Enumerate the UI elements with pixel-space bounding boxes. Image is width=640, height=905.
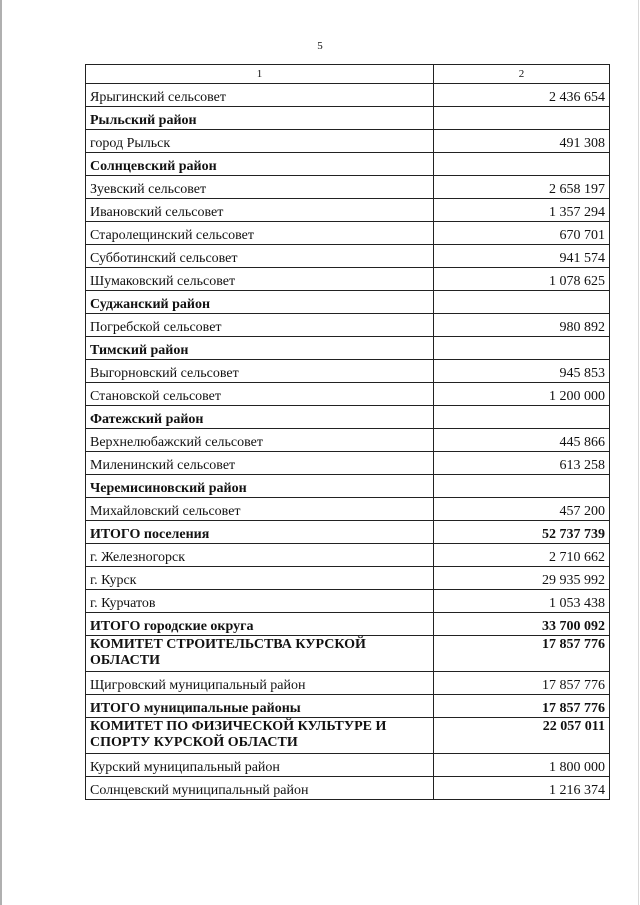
row-name: Щигровский муниципальный район <box>86 672 434 695</box>
committee-name: КОМИТЕТ СТРОИТЕЛЬСТВА КУРСКОЙ ОБЛАСТИ <box>86 636 434 672</box>
total-value: 17 857 776 <box>434 695 610 718</box>
table-row <box>86 383 610 406</box>
table-row <box>86 245 610 268</box>
budget-table <box>85 64 610 800</box>
row-value <box>434 291 610 314</box>
total-label: ИТОГО городские округа <box>86 613 434 636</box>
district-header-row <box>86 337 610 360</box>
row-value: 613 258 <box>434 452 610 475</box>
table-row <box>86 590 610 613</box>
row-name: г. Курск <box>86 567 434 590</box>
row-value: 17 857 776 <box>434 672 610 695</box>
committee-value: 17 857 776 <box>434 636 610 672</box>
total-label: ИТОГО поселения <box>86 521 434 544</box>
table-row <box>86 777 610 800</box>
total-row <box>86 521 610 544</box>
row-name: г. Железногорск <box>86 544 434 567</box>
table-row <box>86 360 610 383</box>
district-name: Суджанский район <box>86 291 434 314</box>
column-header-1: 1 <box>86 65 434 84</box>
row-value: 1 053 438 <box>434 590 610 613</box>
row-value: 2 436 654 <box>434 84 610 107</box>
row-value: 2 710 662 <box>434 544 610 567</box>
committee-row <box>86 636 610 672</box>
total-row <box>86 613 610 636</box>
row-value: 980 892 <box>434 314 610 337</box>
column-header-2: 2 <box>434 65 610 84</box>
table-row <box>86 84 610 107</box>
table-row <box>86 452 610 475</box>
table-row <box>86 222 610 245</box>
table-row <box>86 199 610 222</box>
row-name: г. Курчатов <box>86 590 434 613</box>
total-value: 33 700 092 <box>434 613 610 636</box>
total-label: ИТОГО муниципальные районы <box>86 695 434 718</box>
row-value <box>434 337 610 360</box>
row-value: 945 853 <box>434 360 610 383</box>
district-name: Тимский район <box>86 337 434 360</box>
row-value: 491 308 <box>434 130 610 153</box>
row-name: Погребской сельсовет <box>86 314 434 337</box>
district-header-row <box>86 107 610 130</box>
table-row <box>86 176 610 199</box>
row-name: Шумаковский сельсовет <box>86 268 434 291</box>
row-name: Выгорновский сельсовет <box>86 360 434 383</box>
page-number: 5 <box>317 40 323 52</box>
row-name: Миленинский сельсовет <box>86 452 434 475</box>
row-value: 29 935 992 <box>434 567 610 590</box>
district-name: Фатежский район <box>86 406 434 429</box>
row-name: Становской сельсовет <box>86 383 434 406</box>
district-header-row <box>86 153 610 176</box>
row-name: Ивановский сельсовет <box>86 199 434 222</box>
total-value: 52 737 739 <box>434 521 610 544</box>
row-name: Солнцевский муниципальный район <box>86 777 434 800</box>
table-row <box>86 130 610 153</box>
row-value: 1 200 000 <box>434 383 610 406</box>
district-header-row <box>86 291 610 314</box>
row-name: Ярыгинский сельсовет <box>86 84 434 107</box>
row-name: Михайловский сельсовет <box>86 498 434 521</box>
committee-row <box>86 718 610 754</box>
table-row <box>86 672 610 695</box>
table-row <box>86 314 610 337</box>
row-value: 1 357 294 <box>434 199 610 222</box>
row-value <box>434 406 610 429</box>
row-name: Зуевский сельсовет <box>86 176 434 199</box>
table-row <box>86 429 610 452</box>
table-row <box>86 268 610 291</box>
row-name: Субботинский сельсовет <box>86 245 434 268</box>
row-value: 1 800 000 <box>434 754 610 777</box>
row-value: 457 200 <box>434 498 610 521</box>
row-value <box>434 153 610 176</box>
district-header-row <box>86 475 610 498</box>
row-value: 1 216 374 <box>434 777 610 800</box>
table-row <box>86 567 610 590</box>
district-name: Солнцевский район <box>86 153 434 176</box>
row-value: 2 658 197 <box>434 176 610 199</box>
district-name: Черемисиновский район <box>86 475 434 498</box>
table-row <box>86 544 610 567</box>
row-value: 941 574 <box>434 245 610 268</box>
row-value <box>434 107 610 130</box>
total-row <box>86 695 610 718</box>
district-name: Рыльский район <box>86 107 434 130</box>
row-name: Верхнелюбажский сельсовет <box>86 429 434 452</box>
row-name: Курский муниципальный район <box>86 754 434 777</box>
committee-value: 22 057 011 <box>434 718 610 754</box>
scan-edge-left <box>0 0 2 905</box>
scan-edge-right <box>638 0 639 905</box>
row-value: 670 701 <box>434 222 610 245</box>
row-value: 445 866 <box>434 429 610 452</box>
table-header-row <box>86 65 610 84</box>
table-row <box>86 498 610 521</box>
row-name: город Рыльск <box>86 130 434 153</box>
committee-name: КОМИТЕТ ПО ФИЗИЧЕСКОЙ КУЛЬТУРЕ И СПОРТУ КУРСКОЙ ОБЛАСТИ <box>86 718 434 754</box>
row-value: 1 078 625 <box>434 268 610 291</box>
district-header-row <box>86 406 610 429</box>
table-row <box>86 754 610 777</box>
row-name: Старолещинский сельсовет <box>86 222 434 245</box>
row-value <box>434 475 610 498</box>
